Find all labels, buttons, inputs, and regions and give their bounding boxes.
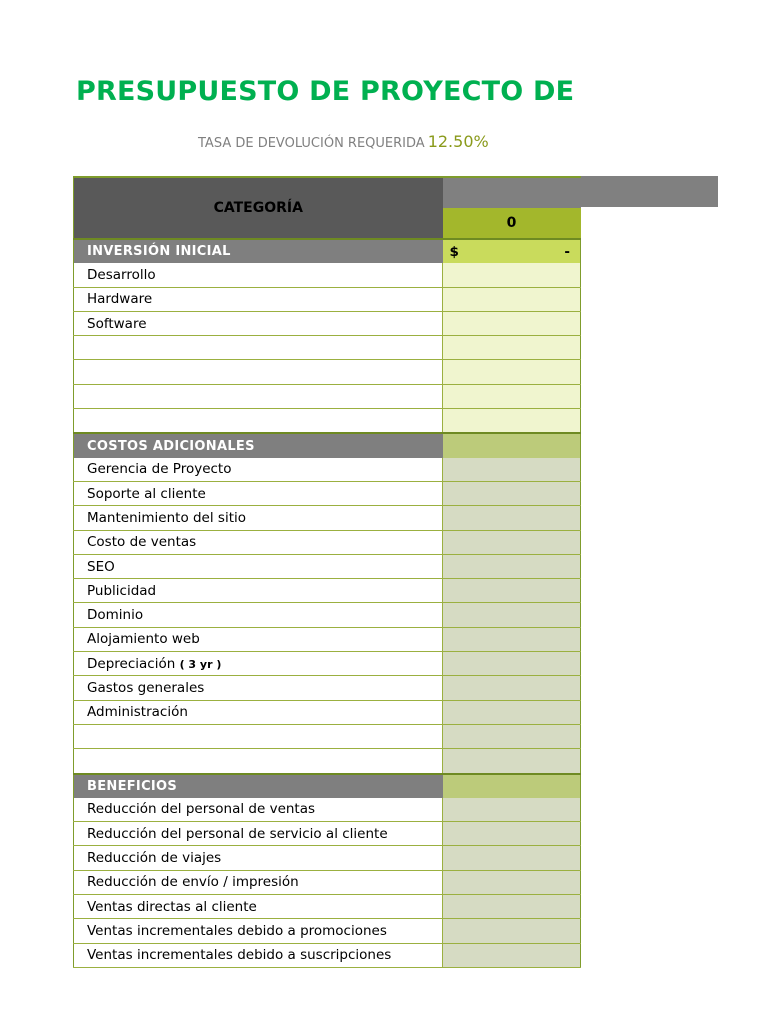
value-cell[interactable] — [443, 846, 581, 870]
row-label[interactable]: Gerencia de Proyecto — [74, 458, 443, 482]
value-cell[interactable] — [443, 481, 581, 505]
row-label[interactable] — [74, 336, 443, 360]
section-total-cell[interactable] — [443, 239, 581, 263]
currency-symbol: $ — [449, 243, 459, 260]
row-label[interactable]: Software — [74, 311, 443, 335]
section-row-initial-investment — [74, 239, 581, 263]
table-row — [74, 263, 581, 287]
section-total-cell[interactable] — [443, 774, 581, 798]
row-label[interactable]: Soporte al cliente — [74, 481, 443, 505]
table-row — [74, 506, 581, 530]
row-label[interactable]: Mantenimiento del sitio — [74, 506, 443, 530]
budget-table — [73, 176, 581, 968]
table-row — [74, 749, 581, 774]
value-cell[interactable] — [443, 409, 581, 434]
section-title: COSTOS ADICIONALES — [74, 433, 443, 457]
row-label[interactable]: Reducción de viajes — [74, 846, 443, 870]
row-label[interactable] — [74, 749, 443, 774]
table-row — [74, 700, 581, 724]
table-row — [74, 822, 581, 846]
table-row — [74, 676, 581, 700]
row-label[interactable]: Alojamiento web — [74, 627, 443, 651]
row-label[interactable]: Gastos generales — [74, 676, 443, 700]
value-cell[interactable] — [443, 384, 581, 408]
row-label[interactable]: Publicidad — [74, 579, 443, 603]
value-cell[interactable] — [443, 822, 581, 846]
rate-label: TASA DE DEVOLUCIÓN REQUERIDA — [198, 136, 425, 151]
row-label[interactable]: Dominio — [74, 603, 443, 627]
table-row — [74, 311, 581, 335]
value-cell[interactable] — [443, 458, 581, 482]
value-cell[interactable] — [443, 336, 581, 360]
row-label[interactable]: Reducción del personal de servicio al cliente — [74, 822, 443, 846]
depreciation-note: ( 3 yr ) — [179, 657, 222, 671]
rate-value[interactable]: 12.50% — [427, 132, 489, 151]
value-cell[interactable] — [443, 724, 581, 748]
row-label[interactable]: Ventas incrementales debido a promociones — [74, 919, 443, 943]
value-cell[interactable] — [443, 652, 581, 676]
table-row — [74, 870, 581, 894]
value-cell[interactable] — [443, 530, 581, 554]
section-title: BENEFICIOS — [74, 774, 443, 798]
depreciation-label: Depreciación — [87, 655, 176, 672]
table-row — [74, 530, 581, 554]
row-label[interactable]: Desarrollo — [74, 263, 443, 287]
total-value: - — [564, 243, 570, 260]
value-cell[interactable] — [443, 627, 581, 651]
row-label[interactable] — [74, 724, 443, 748]
value-cell[interactable] — [443, 603, 581, 627]
row-label-depreciation[interactable] — [74, 652, 443, 676]
table-row — [74, 895, 581, 919]
table-row — [74, 554, 581, 578]
value-cell[interactable] — [443, 895, 581, 919]
row-label[interactable]: Reducción del personal de ventas — [74, 798, 443, 822]
page-title: PRESUPUESTO DE PROYECTO DE — [76, 76, 575, 107]
row-label[interactable]: Administración — [74, 700, 443, 724]
section-row-additional-costs — [74, 433, 581, 457]
value-cell[interactable] — [443, 287, 581, 311]
table-row — [74, 846, 581, 870]
table-row — [74, 384, 581, 408]
section-title: INVERSIÓN INICIAL — [74, 239, 443, 263]
table-row — [74, 798, 581, 822]
value-cell[interactable] — [443, 506, 581, 530]
value-cell[interactable] — [443, 919, 581, 943]
row-label[interactable]: Costo de ventas — [74, 530, 443, 554]
required-return-rate — [198, 132, 489, 151]
section-row-benefits — [74, 774, 581, 798]
row-label[interactable]: Reducción de envío / impresión — [74, 870, 443, 894]
table-row — [74, 724, 581, 748]
table-row — [74, 360, 581, 384]
value-cell[interactable] — [443, 870, 581, 894]
value-cell[interactable] — [443, 943, 581, 967]
value-cell[interactable] — [443, 263, 581, 287]
table-row — [74, 943, 581, 967]
value-cell[interactable] — [443, 311, 581, 335]
row-label[interactable]: Hardware — [74, 287, 443, 311]
table-row — [74, 579, 581, 603]
row-label[interactable]: Ventas directas al cliente — [74, 895, 443, 919]
table-row — [74, 603, 581, 627]
table-row — [74, 481, 581, 505]
row-label[interactable]: Ventas incrementales debido a suscripciones — [74, 943, 443, 967]
table-row — [74, 409, 581, 434]
header-period-label-cell[interactable] — [443, 177, 581, 208]
table-row — [74, 287, 581, 311]
value-cell[interactable] — [443, 749, 581, 774]
row-label[interactable]: SEO — [74, 554, 443, 578]
table-row — [74, 458, 581, 482]
row-label[interactable] — [74, 384, 443, 408]
value-cell[interactable] — [443, 579, 581, 603]
table-row — [74, 652, 581, 676]
table-row — [74, 919, 581, 943]
value-cell[interactable] — [443, 700, 581, 724]
row-label[interactable] — [74, 409, 443, 434]
value-cell[interactable] — [443, 360, 581, 384]
table-row — [74, 627, 581, 651]
value-cell[interactable] — [443, 554, 581, 578]
header-period[interactable]: 0 — [443, 208, 581, 239]
table-row — [74, 336, 581, 360]
section-total-cell[interactable] — [443, 433, 581, 457]
header-category: CATEGORÍA — [74, 177, 443, 239]
value-cell[interactable] — [443, 798, 581, 822]
value-cell[interactable] — [443, 676, 581, 700]
row-label[interactable] — [74, 360, 443, 384]
